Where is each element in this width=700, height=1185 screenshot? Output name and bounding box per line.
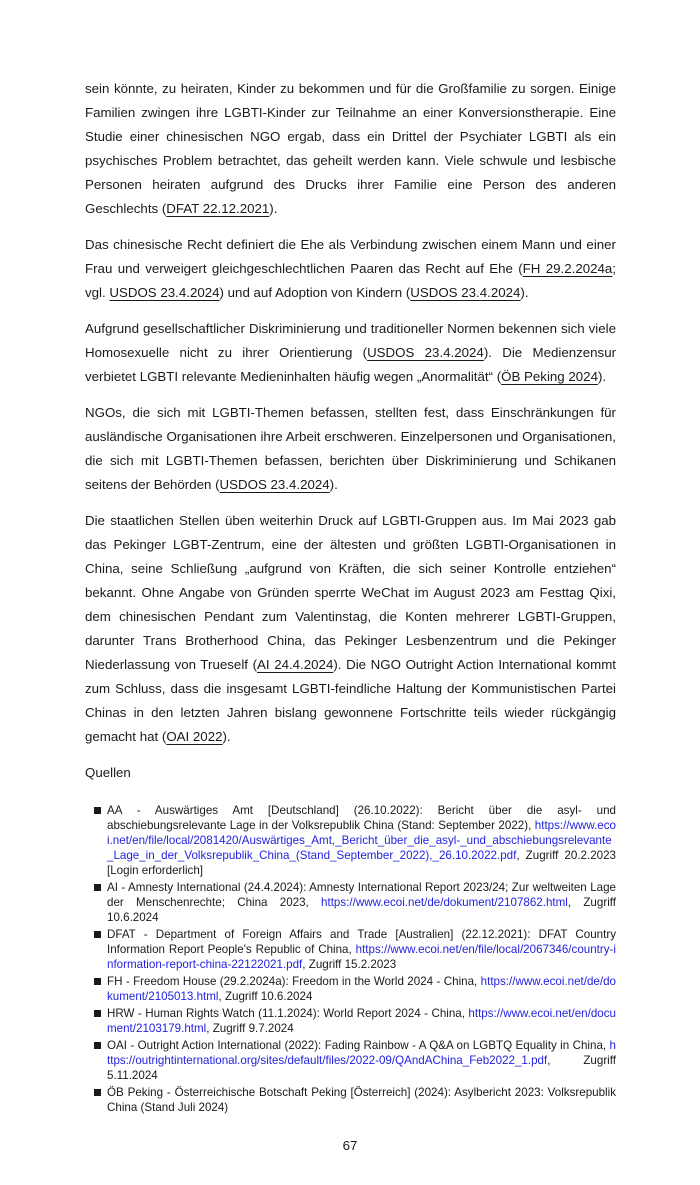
text-segment: Die staatlichen Stellen üben weiterhin Druck auf LGBTI-Gruppen aus. Im Mai 2023 gab das Pekinger LGBT-Zentrum, eine der ältesten und größten LGBTI-Organisationen in China, seine Schließung „aufgrund von Kräften, die sich seiner Kontrolle entziehen“ bekannt. Ohne Angabe von Gründen sperrte WeChat im August 2023 am Festtag Qixi, dem chinesischen Pendant zum Valentinstag, die Konten mehrerer LGBTI-Gruppen, darunter Trans Brotherhood China, das Pekinger Lesbenzentrum und die Pekinger Niederlassung von Trueself ( <box>85 513 616 672</box>
reference-item <box>107 803 616 878</box>
text-segment: OAI - Outright Action International (2022): Fading Rainbow - A Q&A on LGBTQ Equality in China, <box>107 1039 610 1052</box>
text-segment: FH - Freedom House (29.2.2024a): Freedom in the World 2024 - China, <box>107 975 481 988</box>
text-segment: ). <box>329 477 338 492</box>
text-segment: sein könnte, zu heiraten, Kinder zu bekommen und für die Großfamilie zu sorgen. Einige Familien zwingen ihre LGBTI-Kinder zur Teilnahme an einer Konversionstherapie. Eine Studie einer chinesischen NGO ergab, dass ein Drittel der Psychiater LGBTI als ein psychisches Problem betrachtet, das geheilt werden kann. Viele schwule und lesbische Personen heiraten aufgrund des Drucks ihrer Familie eine Person des anderen Geschlechts ( <box>85 81 616 216</box>
citation-link[interactable]: OAI 2022 <box>166 729 223 744</box>
reference-item <box>107 880 616 925</box>
citation-link[interactable]: AI 24.4.2024 <box>257 657 334 672</box>
text-segment: , Zugriff 5.11.2024 <box>107 1054 616 1082</box>
text-segment: NGOs, die sich mit LGBTI-Themen befassen, stellten fest, dass Einschränkungen für ausländische Organisationen ihre Arbeit erschweren. Einzelpersonen und Organisationen, die sich mit LGBTI-Themen befassen, berichten über Diskriminierung und Schikanen seitens der Behörden ( <box>85 405 616 492</box>
paragraph <box>85 401 616 497</box>
text-segment: ). Die Medienzensur verbietet LGBTI relevante Medieninhalten häufig wegen „Anormalität“ ( <box>85 345 617 384</box>
text-segment: , Zugriff 10.6.2024 <box>218 990 313 1003</box>
citation-link[interactable]: USDOS 23.4.2024 <box>367 345 484 360</box>
citation-link[interactable]: ÖB Peking 2024 <box>501 369 598 384</box>
reference-url-link[interactable]: https://www.ecoi.net/en/file/local/2067346/country-information-report-china-22122021.pdf <box>107 943 616 971</box>
text-segment: AI - Amnesty International (24.4.2024): Amnesty International Report 2023/24; Zur weltweiten Lage der Menschenrechte; China 2023, <box>107 881 616 909</box>
text-segment: ; vgl. <box>85 261 616 300</box>
square-bullet-icon <box>94 807 101 814</box>
text-segment: ). <box>520 285 529 300</box>
reference-item <box>107 974 616 1004</box>
page-number: 67 <box>342 1138 358 1153</box>
body-text <box>85 77 616 749</box>
square-bullet-icon <box>94 978 101 985</box>
square-bullet-icon <box>94 884 101 891</box>
text-segment: DFAT - Department of Foreign Affairs and Trade [Australien] (22.12.2021): DFAT Country Information Report People's Republic of China, <box>107 928 616 956</box>
text-segment: Aufgrund gesellschaftlicher Diskriminierung und traditioneller Normen bekennen sich viele Homosexuelle nicht zu ihrer Orientierung ( <box>85 321 616 360</box>
text-segment: , Zugriff 15.2.2023 <box>302 958 397 971</box>
text-segment: ). <box>269 201 278 216</box>
reference-url-link[interactable]: https://www.ecoi.net/de/dokument/2105013.html <box>107 975 616 1003</box>
text-segment: AA - Auswärtiges Amt [Deutschland] (26.10.2022): Bericht über die asyl- und abschiebungsrelevante Lage in der Volksrepublik China (Stand: September 2022), <box>107 804 616 832</box>
square-bullet-icon <box>94 931 101 938</box>
reference-list <box>85 803 616 1115</box>
text-segment: HRW - Human Rights Watch (11.1.2024): World Report 2024 - China, <box>107 1007 469 1020</box>
paragraph <box>85 233 616 305</box>
reference-item <box>107 927 616 972</box>
document-body <box>85 0 616 1115</box>
sources-heading: Quellen <box>85 765 131 780</box>
citation-link[interactable]: FH 29.2.2024a <box>522 261 613 276</box>
text-segment: , Zugriff 9.7.2024 <box>206 1022 294 1035</box>
citation-link[interactable]: USDOS 23.4.2024 <box>109 285 220 300</box>
citation-link[interactable]: USDOS 23.4.2024 <box>410 285 521 300</box>
text-segment: ). <box>597 369 607 384</box>
reference-url-link[interactable]: https://www.ecoi.net/en/file/local/2081420/Auswärtiges_Amt,_Bericht_über_die_asyl-_und_abschiebungsrelevante_Lage_in_der_Volksrepublik_China_(Stand_September_2022),_26.10.2022.pdf <box>107 819 616 862</box>
paragraph <box>85 317 616 389</box>
square-bullet-icon <box>94 1010 101 1017</box>
reference-url-link[interactable]: https://www.ecoi.net/en/document/2103179.html <box>107 1007 616 1035</box>
reference-url-link[interactable]: https://www.ecoi.net/de/dokument/2107862.html <box>321 896 568 909</box>
reference-item <box>107 1085 616 1115</box>
text-segment: , Zugriff 10.6.2024 <box>107 896 616 924</box>
text-segment: ). Die NGO Outright Action International kommt zum Schluss, dass die insgesamt LGBTI-feindliche Haltung der Kommunistischen Partei Chinas in den letzten Jahren bislang gewonnene Fortschritte teils wieder rückgängig gemacht hat ( <box>85 657 617 744</box>
square-bullet-icon <box>94 1042 101 1049</box>
text-segment: ÖB Peking - Österreichische Botschaft Peking [Österreich] (2024): Asylbericht 2023: Volksrepublik China (Stand Juli 2024) <box>107 1086 616 1114</box>
citation-link[interactable]: DFAT 22.12.2021 <box>166 201 270 216</box>
text-segment: ) und auf Adoption von Kindern ( <box>219 285 411 300</box>
citation-link[interactable]: USDOS 23.4.2024 <box>219 477 330 492</box>
text-segment: , Zugriff 20.2.2023 [Login erforderlich] <box>107 849 616 877</box>
text-segment: ). <box>222 729 231 744</box>
reference-url-link[interactable]: https://outrightinternational.org/sites/default/files/2022-09/QAndAChina_Feb2022_1.pdf <box>107 1039 616 1067</box>
square-bullet-icon <box>94 1089 101 1096</box>
text-segment: Das chinesische Recht definiert die Ehe als Verbindung zwischen einem Mann und einer Frau und verweigert gleichgeschlechtlichen Paaren das Recht auf Ehe ( <box>85 237 616 276</box>
paragraph <box>85 77 616 221</box>
paragraph <box>85 509 616 749</box>
reference-item <box>107 1006 616 1036</box>
reference-item <box>107 1038 616 1083</box>
